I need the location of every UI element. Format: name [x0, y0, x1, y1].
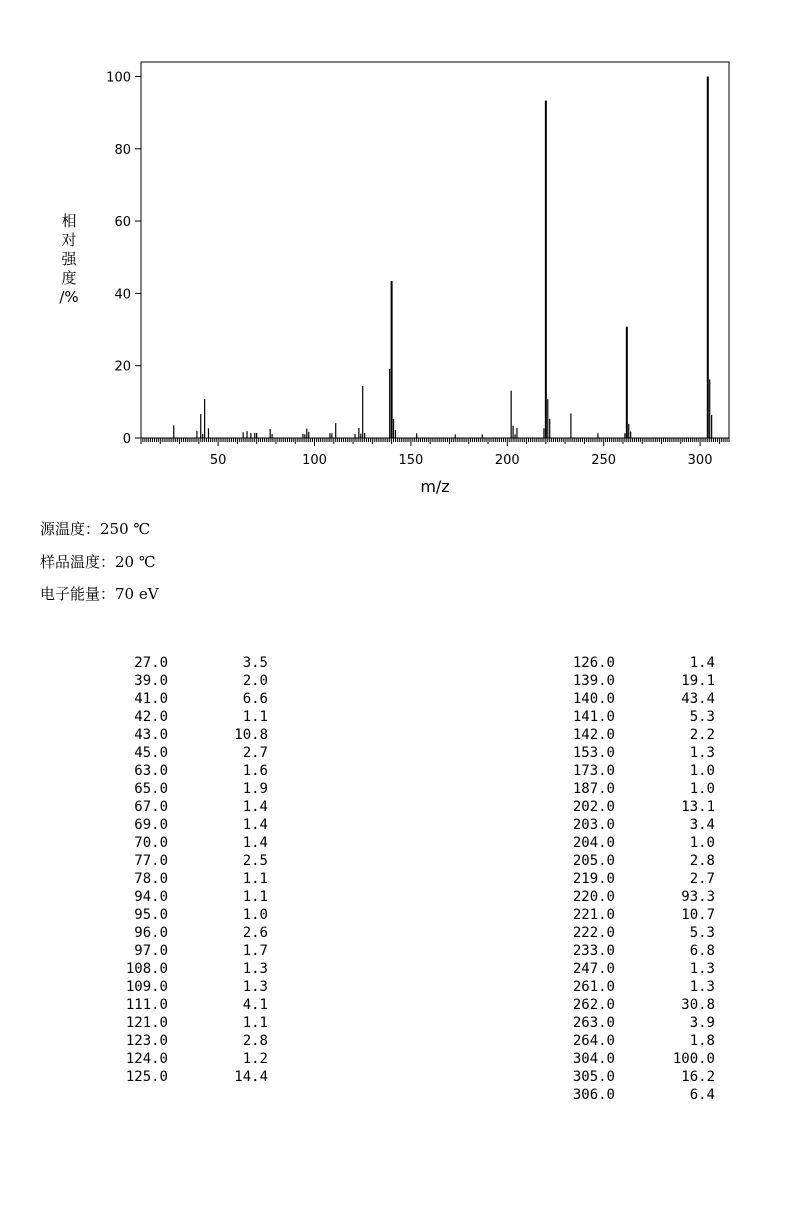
spectrum-peaks — [174, 76, 712, 438]
peak-row — [535, 834, 715, 852]
peak-table-right — [535, 654, 715, 1104]
peak-row — [535, 996, 715, 1014]
peak-row — [88, 996, 268, 1014]
x-tick-label-250: 250 — [591, 453, 617, 468]
intensity-value: 6.6 — [242, 691, 268, 707]
intensity-value: 19.1 — [681, 673, 715, 689]
x-tick-label-200: 200 — [494, 453, 520, 468]
peak-row — [88, 924, 268, 942]
intensity-value: 4.1 — [242, 997, 268, 1013]
mz-value: 222.0 — [572, 925, 615, 941]
intensity-value: 10.7 — [681, 907, 715, 923]
mz-value: 43.0 — [134, 727, 168, 743]
mz-value: 45.0 — [134, 745, 168, 761]
intensity-value: 1.0 — [242, 907, 268, 923]
intensity-value: 1.3 — [689, 961, 715, 977]
peak-row — [535, 852, 715, 870]
x-axis-ticks — [141, 438, 729, 468]
intensity-value: 1.4 — [689, 655, 715, 671]
peak-row — [88, 708, 268, 726]
intensity-value: 3.4 — [689, 817, 715, 833]
mz-value: 78.0 — [134, 871, 168, 887]
peak-row — [88, 1032, 268, 1050]
y-tick-label-80: 80 — [114, 142, 131, 158]
intensity-value: 1.0 — [689, 781, 715, 797]
mz-value: 42.0 — [134, 709, 168, 725]
y-axis-label: 相对强度/% — [59, 212, 79, 306]
intensity-value: 1.2 — [242, 1051, 268, 1067]
peak-row — [535, 924, 715, 942]
x-axis-label: m/z — [420, 477, 450, 496]
peak-row — [88, 816, 268, 834]
intensity-value: 43.4 — [681, 691, 715, 707]
peak-row — [535, 1086, 715, 1104]
intensity-value: 93.3 — [681, 889, 715, 905]
intensity-value: 1.0 — [689, 835, 715, 851]
intensity-value: 5.3 — [689, 709, 715, 725]
intensity-value: 1.7 — [242, 943, 268, 959]
intensity-value: 1.1 — [242, 889, 268, 905]
intensity-value: 1.1 — [242, 1015, 268, 1031]
peak-row — [88, 726, 268, 744]
source-temperature: 源温度：250 ℃ — [40, 520, 151, 538]
mz-value: 187.0 — [572, 781, 615, 797]
intensity-value: 6.4 — [689, 1087, 715, 1103]
mz-value: 221.0 — [572, 907, 615, 923]
mz-value: 141.0 — [572, 709, 615, 725]
peak-row — [88, 780, 268, 798]
intensity-value: 5.3 — [689, 925, 715, 941]
y-tick-label-40: 40 — [114, 287, 131, 303]
mz-value: 95.0 — [134, 907, 168, 923]
mz-value: 125.0 — [125, 1069, 168, 1085]
peak-row — [535, 744, 715, 762]
electron-energy: 电子能量：70 eV — [40, 585, 159, 603]
mz-value: 96.0 — [134, 925, 168, 941]
mz-value: 124.0 — [125, 1051, 168, 1067]
intensity-value: 1.3 — [689, 745, 715, 761]
peak-row — [535, 1050, 715, 1068]
peak-row — [535, 960, 715, 978]
peak-row — [88, 798, 268, 816]
intensity-value: 2.7 — [242, 745, 268, 761]
mz-value: 77.0 — [134, 853, 168, 869]
intensity-value: 2.7 — [689, 871, 715, 887]
mz-value: 305.0 — [572, 1069, 615, 1085]
peak-row — [535, 816, 715, 834]
intensity-value: 1.4 — [242, 817, 268, 833]
mz-value: 220.0 — [572, 889, 615, 905]
plot-frame — [141, 62, 729, 438]
intensity-value: 100.0 — [672, 1051, 715, 1067]
peak-row — [88, 906, 268, 924]
peak-row — [88, 978, 268, 996]
mz-value: 123.0 — [125, 1033, 168, 1049]
sample-temperature: 样品温度：20 ℃ — [40, 553, 156, 571]
peak-row — [535, 1014, 715, 1032]
mass-spectrum-chart — [0, 0, 794, 510]
intensity-value: 6.8 — [689, 943, 715, 959]
mz-value: 139.0 — [572, 673, 615, 689]
mz-value: 204.0 — [572, 835, 615, 851]
peak-row — [88, 960, 268, 978]
intensity-value: 2.0 — [242, 673, 268, 689]
intensity-value: 1.9 — [242, 781, 268, 797]
intensity-value: 1.1 — [242, 709, 268, 725]
peak-row — [88, 870, 268, 888]
intensity-value: 1.3 — [242, 961, 268, 977]
mz-value: 173.0 — [572, 763, 615, 779]
intensity-value: 2.8 — [242, 1033, 268, 1049]
mz-value: 63.0 — [134, 763, 168, 779]
peak-row — [535, 708, 715, 726]
mz-value: 111.0 — [125, 997, 168, 1013]
intensity-value: 10.8 — [234, 727, 268, 743]
peak-row — [535, 870, 715, 888]
mz-value: 69.0 — [134, 817, 168, 833]
peak-row — [88, 672, 268, 690]
intensity-value: 1.4 — [242, 835, 268, 851]
mz-value: 203.0 — [572, 817, 615, 833]
intensity-value: 1.6 — [242, 763, 268, 779]
intensity-value: 2.6 — [242, 925, 268, 941]
mz-value: 205.0 — [572, 853, 615, 869]
peak-row — [88, 1050, 268, 1068]
intensity-value: 3.9 — [689, 1015, 715, 1031]
mz-value: 97.0 — [134, 943, 168, 959]
x-tick-label-50: 50 — [209, 453, 227, 468]
x-tick-label-150: 150 — [398, 453, 424, 468]
y-tick-label-20: 20 — [114, 359, 131, 375]
peak-row — [88, 852, 268, 870]
intensity-value: 1.4 — [242, 799, 268, 815]
intensity-value: 1.3 — [689, 979, 715, 995]
y-tick-label-0: 0 — [122, 432, 131, 447]
intensity-value: 2.8 — [689, 853, 715, 869]
mz-value: 121.0 — [125, 1015, 168, 1031]
mz-value: 94.0 — [134, 889, 168, 905]
intensity-value: 1.1 — [242, 871, 268, 887]
intensity-value: 2.2 — [689, 727, 715, 743]
peak-row — [88, 1014, 268, 1032]
mz-value: 233.0 — [572, 943, 615, 959]
peak-row — [535, 978, 715, 996]
mz-value: 67.0 — [134, 799, 168, 815]
mz-value: 140.0 — [572, 691, 615, 707]
peak-row — [88, 834, 268, 852]
peak-row — [535, 942, 715, 960]
peak-row — [535, 906, 715, 924]
peak-row — [535, 888, 715, 906]
mz-value: 304.0 — [572, 1051, 615, 1067]
peak-row — [535, 690, 715, 708]
mz-value: 261.0 — [572, 979, 615, 995]
mz-value: 263.0 — [572, 1015, 615, 1031]
peak-row — [88, 888, 268, 906]
intensity-value: 30.8 — [681, 997, 715, 1013]
peak-row — [88, 654, 268, 672]
intensity-value: 14.4 — [234, 1069, 268, 1085]
mz-value: 126.0 — [572, 655, 615, 671]
peak-row — [535, 654, 715, 672]
mz-value: 39.0 — [134, 673, 168, 689]
mz-value: 247.0 — [572, 961, 615, 977]
y-tick-label-100: 100 — [106, 70, 131, 86]
intensity-value: 3.5 — [242, 655, 268, 671]
mz-value: 108.0 — [125, 961, 168, 977]
intensity-value: 1.3 — [242, 979, 268, 995]
y-tick-label-60: 60 — [114, 215, 131, 231]
mz-value: 306.0 — [572, 1087, 615, 1103]
mz-value: 142.0 — [572, 727, 615, 743]
peak-row — [88, 1068, 268, 1086]
peak-table-left — [88, 654, 268, 1086]
x-tick-label-300: 300 — [687, 453, 713, 468]
intensity-value: 13.1 — [681, 799, 715, 815]
peak-row — [535, 1068, 715, 1086]
peak-row — [535, 780, 715, 798]
peak-row — [535, 762, 715, 780]
peak-row — [535, 798, 715, 816]
peak-row — [88, 762, 268, 780]
mz-value: 202.0 — [572, 799, 615, 815]
peak-row — [535, 672, 715, 690]
intensity-value: 1.8 — [689, 1033, 715, 1049]
mz-value: 109.0 — [125, 979, 168, 995]
mz-value: 70.0 — [134, 835, 168, 851]
mz-value: 153.0 — [572, 745, 615, 761]
x-tick-label-100: 100 — [302, 453, 327, 468]
intensity-value: 1.0 — [689, 763, 715, 779]
peak-row — [88, 744, 268, 762]
intensity-value: 2.5 — [242, 853, 268, 869]
mz-value: 27.0 — [134, 655, 168, 671]
mz-value: 262.0 — [572, 997, 615, 1013]
mz-value: 41.0 — [134, 691, 168, 707]
intensity-value: 16.2 — [681, 1069, 715, 1085]
mz-value: 264.0 — [572, 1033, 615, 1049]
y-axis-ticks — [106, 70, 141, 447]
peak-row — [535, 726, 715, 744]
peak-row — [88, 690, 268, 708]
mz-value: 219.0 — [572, 871, 615, 887]
peak-row — [88, 942, 268, 960]
mz-value: 65.0 — [134, 781, 168, 797]
peak-row — [535, 1032, 715, 1050]
